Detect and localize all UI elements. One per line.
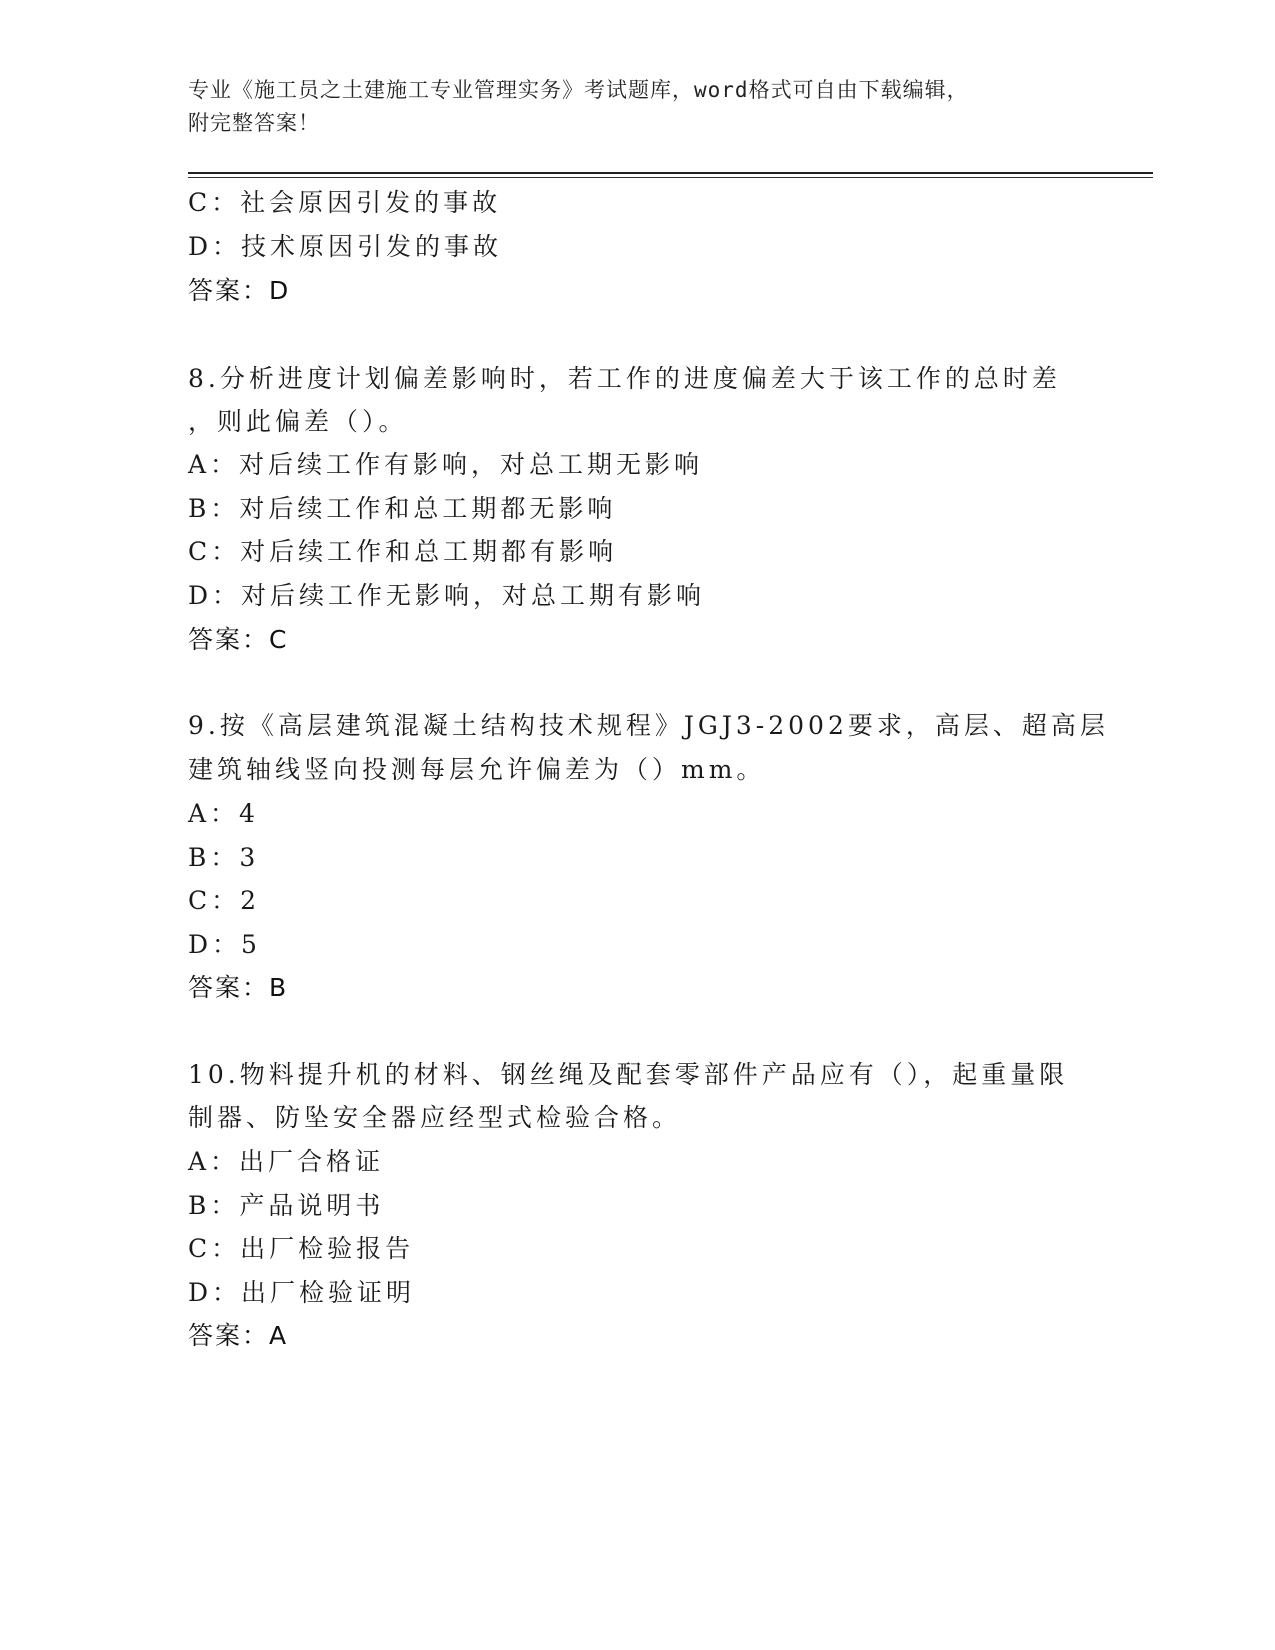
q10-answer: 答案：A — [188, 1321, 289, 1350]
q8-option-b: B：对后续工作和总工期都无影响 — [188, 494, 617, 523]
q9-option-b: B：3 — [188, 843, 260, 872]
q8-option-d: D：对后续工作无影响，对总工期有影响 — [188, 581, 706, 610]
q9-stem-line-1: 9.按《高层建筑混凝土结构技术规程》JGJ3-2002要求，高层、超高层 — [188, 711, 1109, 740]
q9-answer: 答案：B — [188, 973, 289, 1002]
q8-option-c: C：对后续工作和总工期都有影响 — [188, 537, 618, 566]
q7-answer: 答案：D — [188, 276, 291, 305]
header-line-1: 专业《施工员之土建施工专业管理实务》考试题库，word格式可自由下载编辑， — [188, 78, 969, 102]
q8-stem-line-1: 8.分析进度计划偏差影响时，若工作的进度偏差大于该工作的总时差 — [188, 364, 1061, 393]
q10-option-a: A：出厂合格证 — [188, 1147, 385, 1176]
q7-option-d: D：技术原因引发的事故 — [188, 232, 503, 261]
q10-stem-line-2: 制器、防坠安全器应经型式检验合格。 — [188, 1103, 682, 1132]
q10-stem-line-1: 10.物料提升机的材料、钢丝绳及配套零部件产品应有（），起重量限 — [188, 1060, 1069, 1089]
header-divider-thin — [188, 177, 1153, 178]
q8-answer: 答案：C — [188, 625, 289, 654]
q10-option-d: D：出厂检验证明 — [188, 1278, 416, 1307]
q8-option-a: A：对后续工作有影响，对总工期无影响 — [188, 450, 704, 479]
header-divider-thick — [188, 172, 1153, 174]
header-line-2: 附完整答案！ — [188, 111, 320, 135]
q9-option-d: D：5 — [188, 930, 261, 959]
q8-stem-line-2: ，则此偏差（）。 — [188, 407, 408, 436]
q9-option-c: C：2 — [188, 886, 261, 915]
q10-option-b: B：产品说明书 — [188, 1191, 385, 1220]
q9-stem-line-2: 建筑轴线竖向投测每层允许偏差为（）mm。 — [188, 755, 766, 784]
q7-option-c: C：社会原因引发的事故 — [188, 188, 502, 217]
q9-option-a: A：4 — [188, 799, 259, 828]
document-header — [188, 74, 1068, 140]
q10-option-c: C：出厂检验报告 — [188, 1234, 415, 1263]
